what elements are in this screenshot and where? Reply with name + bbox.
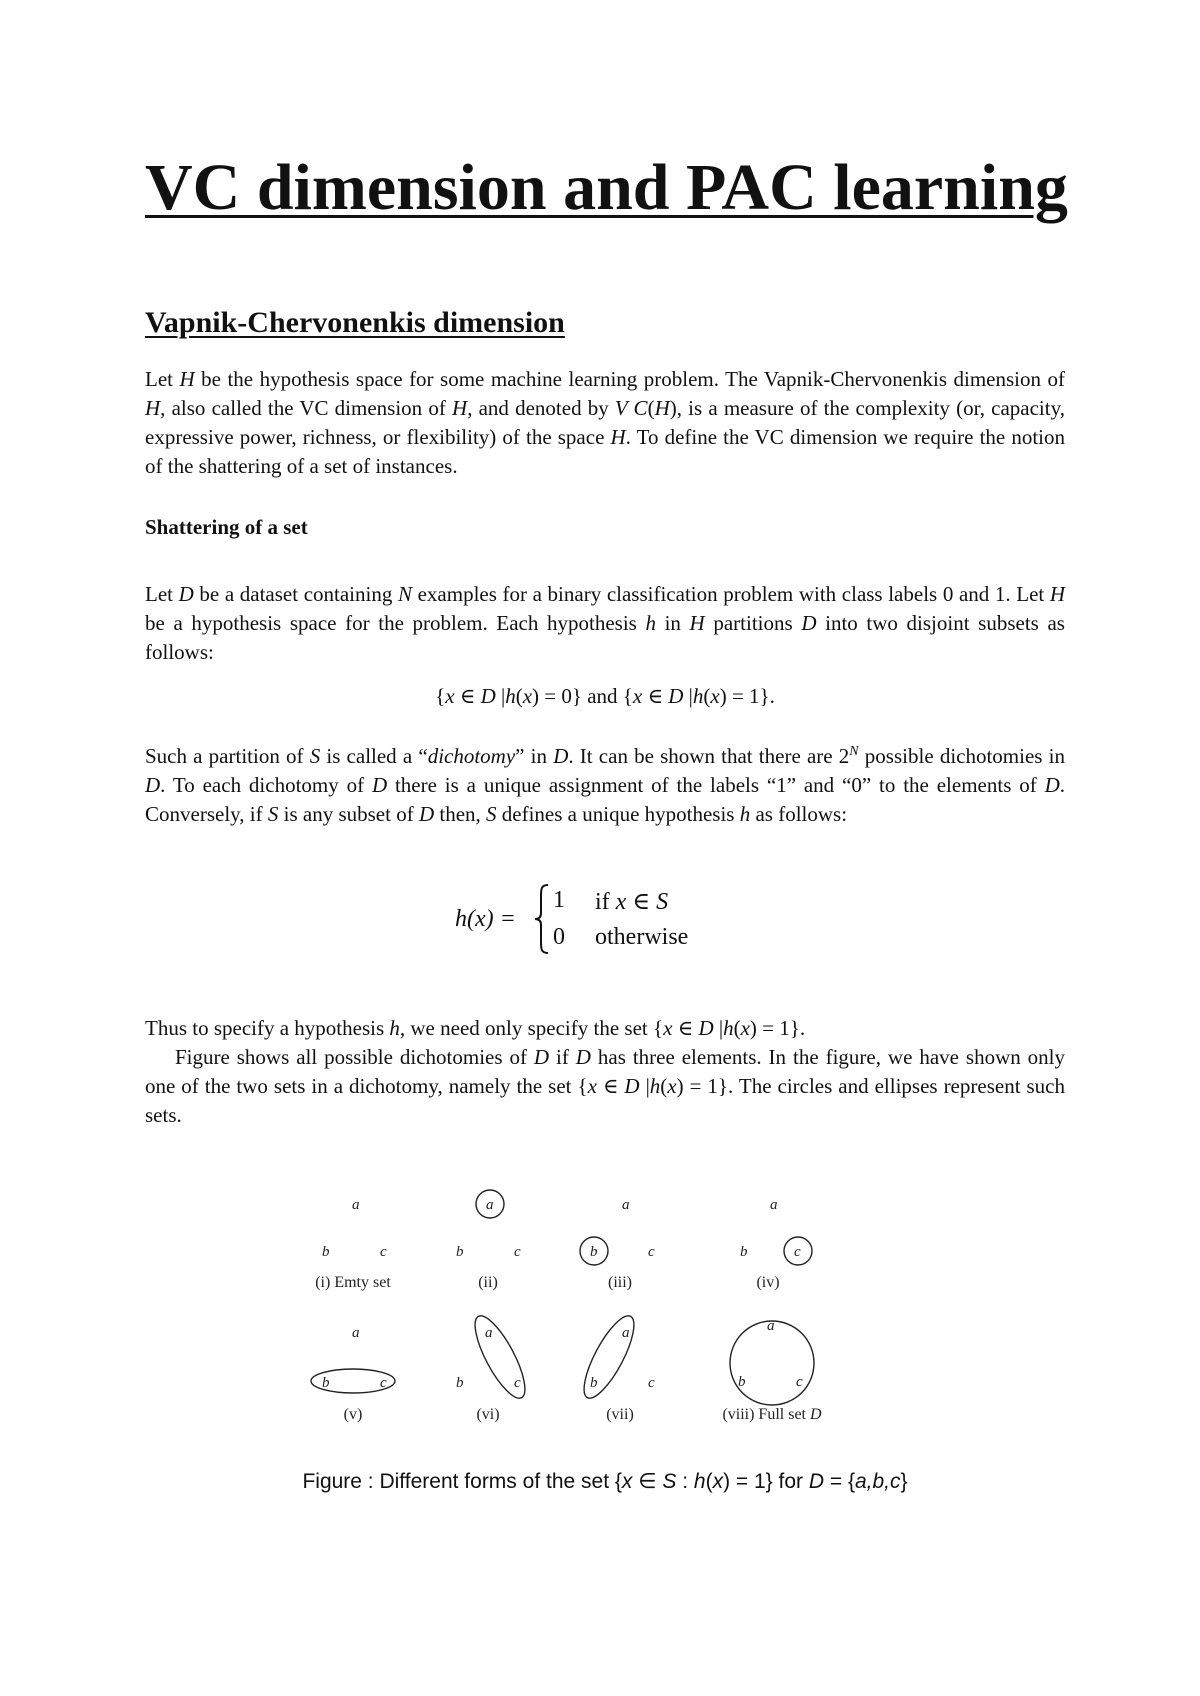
panel-label-vi: (vi) <box>476 1406 500 1423</box>
set-vii-ellipse <box>575 1310 643 1404</box>
point-c: c <box>514 1244 521 1260</box>
point-b: b <box>740 1244 748 1260</box>
point-a: a <box>352 1197 360 1213</box>
point-c: c <box>380 1375 387 1391</box>
point-a: a <box>485 1325 493 1341</box>
section-heading: Vapnik-Chervonenkis dimension <box>145 306 565 339</box>
point-a: a <box>770 1197 778 1213</box>
panel-label-i: (i) Emty set <box>315 1274 391 1291</box>
point-c: c <box>514 1375 521 1391</box>
left-brace-icon <box>533 883 551 955</box>
piecewise-lhs: h(x) = <box>455 906 516 932</box>
panel-label-iii: (iii) <box>608 1274 632 1291</box>
point-c: c <box>648 1244 655 1260</box>
point-b: b <box>456 1375 464 1391</box>
point-a: a <box>352 1325 360 1341</box>
panel-label-vii: (vii) <box>606 1406 634 1423</box>
panel-label-v: (v) <box>343 1406 363 1423</box>
point-a: a <box>622 1197 630 1213</box>
case-one-condition: if x ∈ S <box>595 889 669 915</box>
point-a: a <box>486 1197 494 1213</box>
panel-label-ii: (ii) <box>478 1274 498 1291</box>
point-b: b <box>456 1244 464 1260</box>
point-b: b <box>738 1374 746 1390</box>
figure-caption: Figure : Different forms of the set {x ∈ S : h(x) = 1} for D = {a,b,c} <box>302 1470 908 1493</box>
paragraph-specify-hypothesis: Thus to specify a hypothesis h, we need only specify the set {x ∈ D |h(x) = 1}. <box>145 1016 806 1040</box>
point-c: c <box>648 1375 655 1391</box>
paragraph-vc-intro: Let H be the hypothesis space for some machine learning problem. The Vapnik-Chervonenkis dimension of H, also called the VC dimension of H, and denoted by V C(H), is a measure of the complexity (or, capacity, expressive power, richness, or flexibility) of the space H. To define the VC dimension we require the notion of the shattering of a set of instances. <box>145 367 1066 478</box>
dichotomies-figure <box>280 1185 840 1445</box>
panel-label-viii: (viii) Full set D <box>722 1406 822 1423</box>
point-c: c <box>796 1374 803 1390</box>
paragraph-dataset: Let D be a dataset containing N examples for a binary classification problem with class labels 0 and 1. Let H be a hypothesis space for the problem. Each hypothesis h in H partitions D into two disjoint subsets as follows: <box>145 582 1066 664</box>
point-b: b <box>322 1375 330 1391</box>
point-c: c <box>380 1244 387 1260</box>
hypothesis-definition <box>455 883 715 953</box>
point-b: b <box>590 1244 598 1260</box>
panel-label-iv: (iv) <box>756 1274 780 1291</box>
case-zero-condition: otherwise <box>595 924 689 950</box>
subsection-heading: Shattering of a set <box>145 515 308 539</box>
paragraph-dichotomy: Such a partition of S is called a “dichotomy” in D. It can be shown that there are $2^N$ possible dichotomies in D. To each dichotomy of D there is a unique assignment of the labels “1” and “0” to the elements of D. Conversely, if S is any subset of D then, S defines a unique hypothesis h as follows: <box>145 744 1065 826</box>
document-title: VC dimension and PAC learning <box>145 151 1068 224</box>
point-b: b <box>590 1375 598 1391</box>
paragraph-figure-description: Figure shows all possible dichotomies of D if D has three elements. In the figure, we have shown only one of the two sets in a dichotomy, namely the set {x ∈ D |h(x) = 1}. The circles and ellipses represent such sets. <box>145 1045 1066 1127</box>
partition-equation: {x ∈ D |h(x) = 0} and {x ∈ D |h(x) = 1}. <box>435 684 775 708</box>
case-one-value: 1 <box>553 887 565 913</box>
case-zero-value: 0 <box>553 924 565 950</box>
set-vi-ellipse <box>466 1310 534 1404</box>
point-a: a <box>767 1318 775 1334</box>
point-b: b <box>322 1244 330 1260</box>
point-c: c <box>794 1244 801 1260</box>
point-a: a <box>622 1325 630 1341</box>
